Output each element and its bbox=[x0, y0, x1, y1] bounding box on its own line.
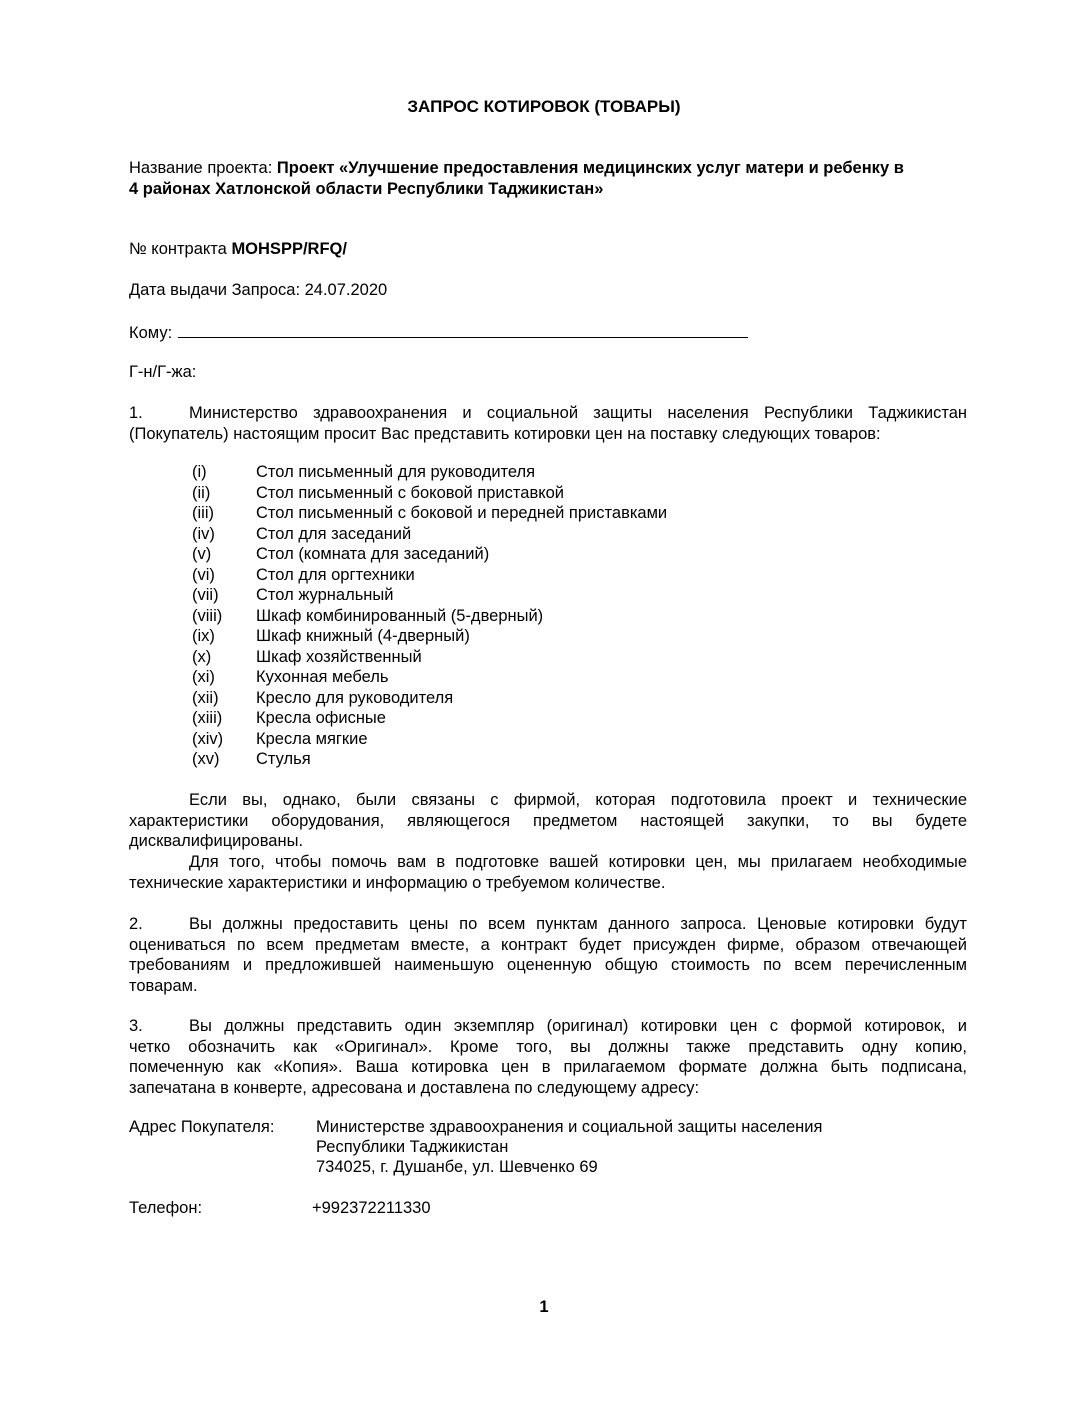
page-number: 1 bbox=[539, 1298, 549, 1316]
goods-list bbox=[192, 462, 667, 770]
project-label: Название проекта: bbox=[129, 159, 277, 177]
issue-date bbox=[129, 280, 387, 301]
phone-label: Телефон: bbox=[129, 1199, 203, 1217]
recipient-line bbox=[129, 321, 748, 344]
section-3-number: 3. bbox=[129, 1017, 143, 1035]
list-item: (xi) Кухонная мебель bbox=[192, 668, 389, 686]
contract-value: MOHSPP/RFQ/ bbox=[231, 240, 347, 258]
recipient-blank-line bbox=[178, 321, 748, 338]
list-item: (i) Стол письменный для руководителя bbox=[192, 463, 536, 481]
list-item: (iii) Стол письменный с боковой и передней приставками bbox=[192, 504, 668, 522]
affiliation-paragraph: Если вы, однако, были связаны с фирмой, которая подготовила проект и технические характеристики оборудования, являющегося предметом настоящей закупки, то вы будете дисквалифицированы. bbox=[129, 791, 967, 850]
list-item: (ii) Стол письменный с боковой приставкой bbox=[192, 483, 565, 502]
section-3: 3. Вы должны представить один экземпляр (оригинал) котировки цен с формой котировок, и четко обозначить как «Оригинал». Кроме того, вы должны также представить одну копию, помеченную как «Копия». Ваша котировка цен в прилагаемом формате должна быть подписана, запечатана в конверте, адресована и доставлена по следующему адресу: bbox=[129, 1017, 967, 1097]
list-item: (vii) Стол журнальный bbox=[192, 586, 394, 604]
list-item: (xv) Стулья bbox=[192, 750, 311, 768]
address-line-2: Республики Таджикистан bbox=[316, 1138, 509, 1156]
project-line-1 bbox=[129, 158, 904, 179]
recipient-label: Кому: bbox=[129, 324, 173, 342]
contract-label: № контракта bbox=[129, 240, 232, 258]
document-title: ЗАПРОС КОТИРОВОК (ТОВАРЫ) bbox=[407, 97, 681, 116]
section-2-number: 2. bbox=[129, 915, 143, 933]
section-1 bbox=[129, 403, 967, 444]
help-paragraph: Для того, чтобы помочь вам в подготовке вашей котировки цен, мы прилагаем необходимые технические характеристики и информацию о требуемом количестве. bbox=[129, 853, 967, 892]
list-item: (xiv) Кресла мягкие bbox=[192, 729, 368, 748]
project-name-line-2: 4 районах Хатлонской области Республики Таджикистан» bbox=[129, 180, 604, 198]
list-item: (vi) Стол для оргтехники bbox=[192, 565, 415, 584]
project-name-line-1: Проект «Улучшение предоставления медицинских услуг матери и ребенку в bbox=[276, 159, 904, 177]
phone-value: +992372211330 bbox=[312, 1199, 431, 1217]
address-line-1: Министерстве здравоохранения и социальной защиты населения bbox=[316, 1118, 823, 1136]
section-2: 2. Вы должны предоставить цены по всем пунктам данного запроса. Ценовые котировки будут оцениваться по всем предметам вместе, а контракт будет присужден фирме, образом отвечающей требованиям и предложившей наименьшую оцененную общую стоимость по всем перечисленным товарам. bbox=[129, 915, 967, 995]
list-item: (iv) Стол для заседаний bbox=[192, 524, 412, 543]
address-line-3: 734025, г. Душанбе, ул. Шевченко 69 bbox=[316, 1158, 598, 1176]
greeting: Г-н/Г-жа: bbox=[129, 363, 197, 381]
list-item: (x) Шкаф хозяйственный bbox=[192, 647, 422, 666]
section-1-line-2: (Покупатель) настоящим просит Вас представить котировки цен на поставку следующих товаров: bbox=[129, 424, 881, 443]
issue-date-value: 24.07.2020 bbox=[304, 281, 388, 299]
contract-number bbox=[129, 239, 347, 260]
section-1-number: 1. bbox=[129, 404, 143, 422]
list-item: (v) Стол (комната для заседаний) bbox=[192, 545, 490, 563]
list-item: (xiii) Кресла офисные bbox=[192, 709, 386, 727]
section-1-line-1: 1. Министерство здравоохранения и социальной защиты населения Республики Таджикистан bbox=[129, 404, 967, 422]
address-label: Адрес Покупателя: bbox=[129, 1118, 275, 1136]
list-item: (ix) Шкаф книжный (4-дверный) bbox=[192, 627, 470, 645]
issue-date-label: Дата выдачи Запроса: bbox=[129, 281, 305, 299]
list-item: (viii) Шкаф комбинированный (5-дверный) bbox=[192, 606, 544, 625]
list-item: (xii) Кресло для руководителя bbox=[192, 688, 454, 707]
